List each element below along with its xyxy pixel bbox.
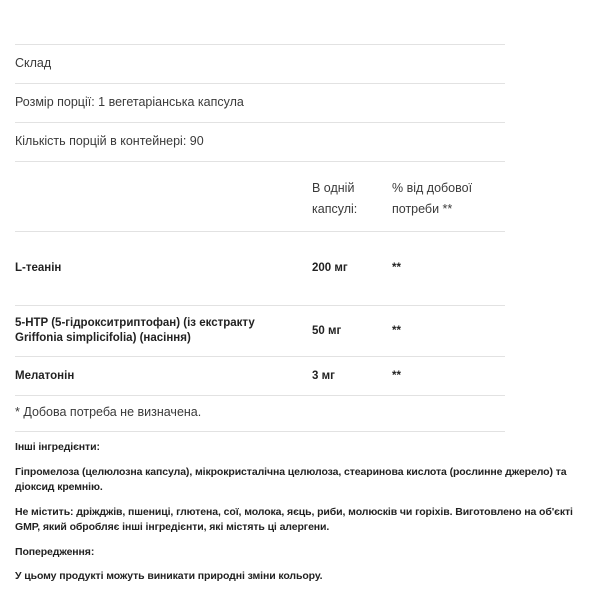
table-title: Склад	[15, 56, 52, 70]
nutrient-amount: 3 мг	[312, 370, 335, 382]
serving-size-text: Розмір порції: 1 вегетаріанська капсула	[15, 95, 244, 109]
table-header-row	[15, 161, 505, 231]
nutrient-daily-value: **	[392, 324, 401, 337]
table-title-row	[15, 44, 505, 83]
servings-per-container-text: Кількість порцій в контейнері: 90	[15, 134, 204, 148]
additional-info-section	[15, 432, 597, 585]
table-row	[15, 231, 505, 305]
serving-size-row	[15, 83, 505, 122]
footnote-text: * Добова потреба не визначена.	[15, 405, 202, 419]
servings-per-container-row	[15, 122, 505, 161]
allergen-info-text: Не містить: дріжджів, пшениці, глютена, сої, молока, яєць, риби, молюсків чи горіхів. Виготовлено на об'єкті GMP, який обробляє інші інгредієнти, які містять ці алергени.	[15, 505, 573, 533]
other-ingredients-label: Інші інгредієнти:	[15, 441, 100, 453]
nutrient-amount: 50 мг	[312, 324, 342, 337]
table-row	[15, 305, 505, 356]
header-daily-value-cell: % від добової потреби **	[392, 181, 473, 216]
warnings-text: У цьому продукті можуть виникати природні зміни кольору.	[15, 570, 323, 582]
supplement-facts-table	[15, 44, 505, 432]
nutrient-daily-value: **	[392, 370, 401, 382]
other-ingredients-text: Гіпромелоза (целюлозна капсула), мікрокристалічна целюлоза, стеаринова кислота (рослинне джерело) та діоксид кремнію.	[15, 465, 567, 493]
header-amount-cell: В одній капсулі:	[312, 181, 358, 216]
table-row	[15, 356, 505, 395]
warnings-label: Попередження:	[15, 545, 95, 558]
nutrient-name: 5-HTP (5-гідрокситриптофан) (із екстракту Griffonia simplicifolia) (насіння)	[15, 317, 255, 344]
nutrient-name: L-теанін	[15, 262, 62, 274]
nutrient-name: Мелатонін	[15, 370, 75, 382]
nutrient-amount: 200 мг	[312, 262, 348, 274]
nutrient-daily-value: **	[392, 262, 401, 274]
footnote-row	[15, 395, 505, 432]
